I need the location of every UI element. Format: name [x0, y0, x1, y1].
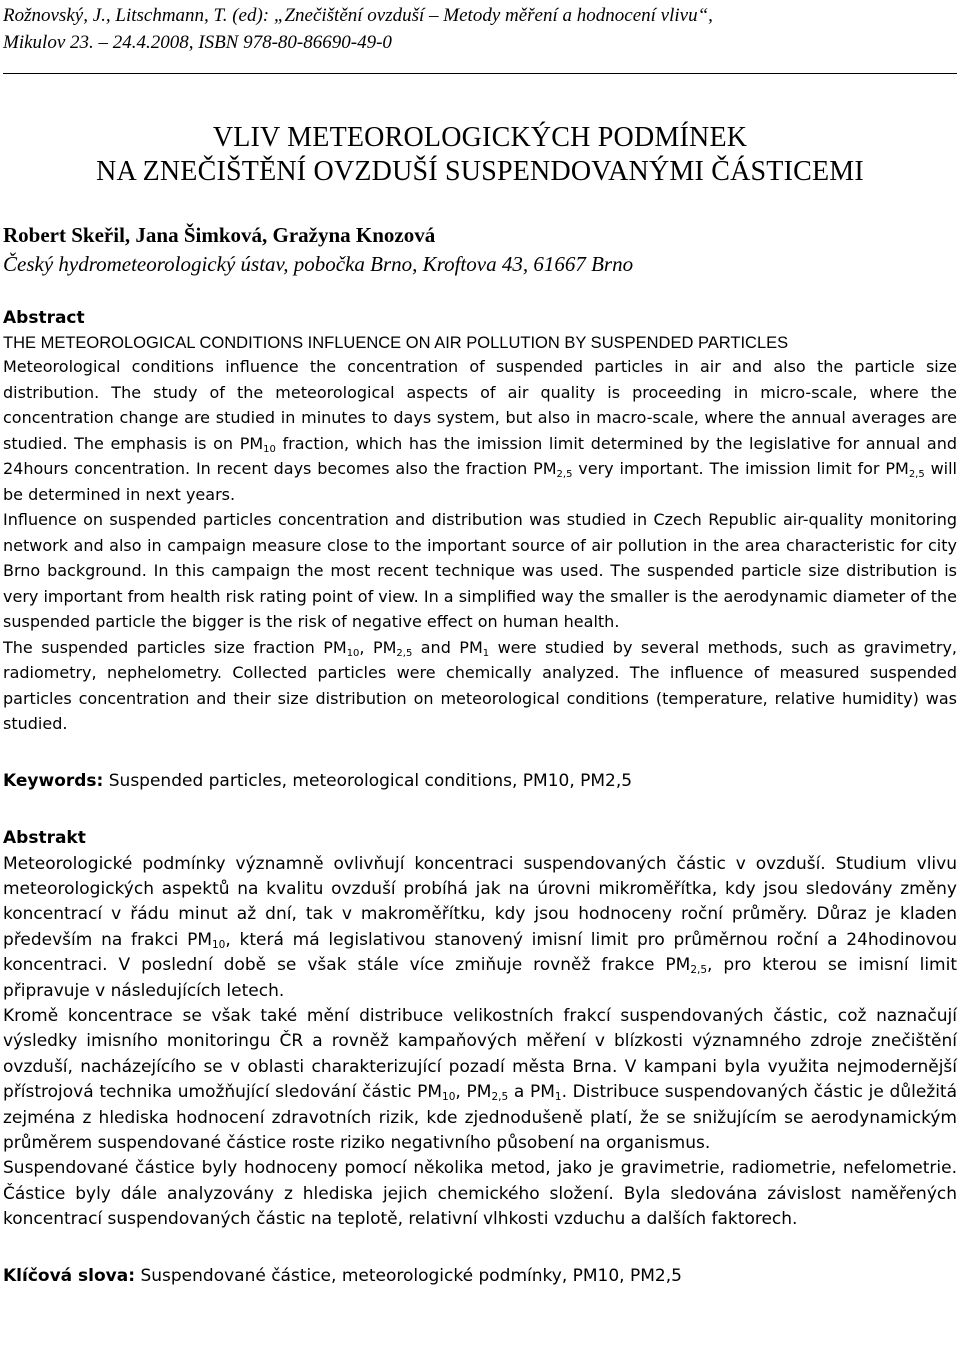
- text-run: fraction, which has the imission limit determined by the legislative for annual and 24hours concentration. In recent days becomes also the fraction PM: [3, 433, 958, 478]
- affiliation: Český hydrometeorologický ústav, pobočka Brno, Kroftova 43, 61667 Brno: [3, 252, 634, 276]
- text-run: and PM: [412, 637, 483, 657]
- abstrakt-paragraph-3: Suspendované částice byly hodnoceny pomocí několika metod, jako je gravimetrie, radiometrie, nefelometrie. Částice byly dále analyzovány z hlediska jejich chemického složení. Byla sledována závislost naměřených koncentrací suspendovaných částic na teplotě, relativní vlhkosti vzduchu a dalších faktorech.: [3, 1158, 957, 1230]
- text-run: were studied by several methods, such as gravimetry, radiometry, nephelometry. Collected particles were chemically analyzed. The influence of measured suspended particles concentration and their size distribution on meteorological conditions (temperature, relative humidity) was studied.: [3, 637, 957, 733]
- subscript: 1: [554, 1091, 562, 1104]
- text-run: Meteorologické podmínky významně ovlivňují koncentraci suspendovaných částic v ovzduší. Studium vlivu meteorologických aspektů na kvalitu ovzduší probíhá jak na úrovni mikroměřítka, kdy jsou sledovány změny koncentrací v řádu minut až dní, tak v makroměřítku, kdy jsou hodnoceny roční průměry. Důraz je kladen především na frakci PM: [3, 853, 957, 950]
- abstrakt-paragraph-2: [3, 1004, 957, 1156]
- text-run: very important. The imission limit for PM: [572, 459, 909, 478]
- header-line-1: Rožnovský, J., Litschmann, T. (ed): „Znečištění ovzduší – Metody měření a hodnocení vlivu“,: [3, 5, 713, 26]
- title-line-1: VLIV METEOROLOGICKÝCH PODMÍNEK: [212, 122, 748, 153]
- abstrakt-paragraph-1: [3, 852, 957, 1004]
- subscript: 2,5: [556, 469, 573, 480]
- text-run: , která má legislativou stanovený imisní limit pro průměrnou roční a 24hodinovou koncentraci. V poslední době se však stále více zmiňuje rovněž frakce PM: [3, 929, 957, 976]
- text-run: The suspended particles size fraction PM: [3, 637, 347, 657]
- abstract-paragraph-1: [3, 354, 957, 507]
- header-line-2: Mikulov 23. – 24.4.2008, ISBN 978-80-86690-49-0: [3, 32, 392, 53]
- header-rule: [3, 73, 957, 74]
- text-run: will be determined in next years.: [3, 459, 957, 504]
- abstract-heading: Abstract: [3, 308, 85, 328]
- subscript: 2,5: [491, 1091, 509, 1104]
- subscript: 2,5: [908, 469, 925, 480]
- title-line-2: NA ZNEČIŠTĚNÍ OVZDUŠÍ SUSPENDOVANÝMI ČÁSTICEMI: [96, 156, 864, 187]
- subscript: 10: [442, 1091, 456, 1104]
- subscript: 2,5: [690, 964, 708, 977]
- paper-title: [3, 121, 957, 189]
- text-run: Meteorological conditions influence the concentration of suspended particles in air and also the particle size distribution. The study of the meteorological aspects of air quality is proceeding in micro-scale, where the concentration change are studied in minutes to days system, but also in macro-scale, where the annual averages are studied. The emphasis is on PM: [3, 357, 957, 453]
- subscript: 10: [263, 443, 276, 455]
- klicova-slova-label: Klíčová slova:: [3, 1265, 136, 1286]
- text-run: , pro kterou se imisní limit připravuje v následujících letech.: [3, 955, 958, 1001]
- subscript: 1: [482, 647, 490, 659]
- text-run: a PM: [508, 1082, 555, 1103]
- text-run: Kromě koncentrace se však také mění distribuce velikostních frakcí suspendovaných částic, což naznačují výsledky imisního monitoringu ČR a rovněž kampaňových měření v blízkosti významného zdroje znečištění ovzduší, nacházejícího se v oblasti charakterizující pozadí města Brna. V kampani byla využita nejmodernější přístrojová technika umožňující sledování částic PM: [3, 1005, 957, 1103]
- abstrakt-heading: Abstrakt: [3, 827, 86, 848]
- authors: Robert Skeřil, Jana Šimková, Gražyna Knozová: [3, 223, 436, 247]
- abstract-paragraph-2: Influence on suspended particles concentration and distribution was studied in Czech Republic air-quality monitoring network and also in campaign measure close to the important source of air pollution in the area characteristic for city Brno background. In this campaign the most recent technique was used. The suspended particle size distribution is very important from health risk rating point of view. In a simplified way the smaller is the aerodynamic diameter of the suspended particle the bigger is the risk of negative effect on human health.: [3, 510, 957, 631]
- keywords-text: Suspended particles, meteorological conditions, PM10, PM2,5: [103, 770, 633, 791]
- subscript: 10: [212, 938, 226, 951]
- proceedings-header: [3, 0, 957, 56]
- abstract-paragraph-3: [3, 635, 957, 737]
- klicova-slova-text: Suspendované částice, meteorologické podmínky, PM10, PM2,5: [135, 1265, 682, 1286]
- text-run: , PM: [359, 637, 397, 657]
- subscript: 2,5: [396, 647, 413, 659]
- keywords: [3, 770, 957, 792]
- text-run: . Distribuce suspendovaných částic je důležitá zejména z hlediska hodnocení zdravotních rizik, kde zjednodušeně platí, že se snižujícím se aerodynamickým průměrem suspendované částice roste riziko negativního působení na organismus.: [3, 1082, 958, 1153]
- abstrakt-body: [3, 852, 957, 1233]
- text-run: , PM: [455, 1082, 492, 1103]
- klicova-slova: [3, 1265, 957, 1287]
- abstract-title: THE METEOROLOGICAL CONDITIONS INFLUENCE ON AIR POLLUTION BY SUSPENDED PARTICLES: [3, 334, 789, 352]
- abstract-body: [3, 354, 957, 737]
- keywords-label: Keywords:: [3, 770, 104, 791]
- subscript: 10: [346, 647, 360, 659]
